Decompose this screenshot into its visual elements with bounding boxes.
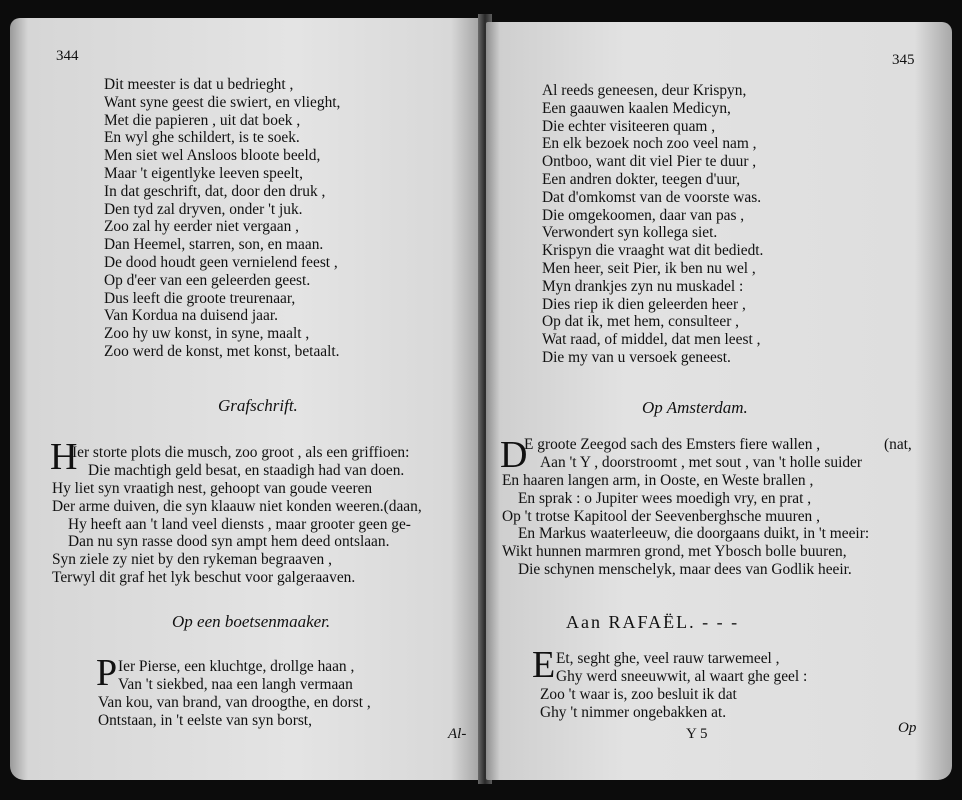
verse-line: Die echter visiteeren quam , [542,117,716,135]
verse-line: Myn drankjes zyn nu muskadel : [542,277,744,295]
verse-line: Men heer, seit Pier, ik ben nu wel , [542,259,756,277]
verse-line: Ghy 't nimmer ongebakken at. [540,703,727,721]
verse-line: Van kou, van brand, van droogthe, en dorst , [98,694,371,711]
verse-line: Een andren dokter, teegen d'uur, [542,170,741,188]
verse-line: Den tyd zal dryven, onder 't juk. [104,200,303,218]
verse-line: Terwyl dit graf het lyk beschut voor galgeraaven. [52,568,356,586]
verse-line: Die schynen menschelyk, maar dees van Godlik heeir. [518,560,852,578]
verse-line: Verwondert syn kollega siet. [542,224,718,242]
verse-line: Die omgekoomen, daar van pas , [542,206,745,224]
verse-line: Dit meester is dat u bedrieght , [104,76,294,93]
poem-stanza-left-3 [118,658,354,694]
verse-line: Zoo 't waar is, zoo besluit ik dat [540,686,737,703]
verse-line: Want syne geest die swiert, en vlieght, [104,93,341,111]
page-number-left: 344 [56,48,79,64]
verse-line: Wikt hunnen marmren grond, met Ybosch bolle buuren, [502,543,847,561]
drop-cap-h: H [50,436,78,478]
drop-cap-e: E [532,644,556,686]
verse-line: En haaren langen arm, in Ooste, en Weste brallen , [502,472,814,489]
verse-line: Der arme duiven, die syn klaauw niet konden weeren.(daan, [52,497,422,515]
drop-cap-p: P [96,652,118,694]
drop-cap-d: D [500,434,528,476]
verse-line: Syn ziele zy niet by den rykeman begraaven , [52,551,332,569]
verse-line: Maar 't eigentlyke leeven speelt, [104,164,303,182]
verse-line: E groote Zeegod sach des Emsters fiere wallen , [524,436,821,453]
verse-line: Die my van u versoek geneest. [542,348,731,366]
verse-line: Hy liet syn vraatigh nest, gehoopt van goude veeren [52,480,373,497]
verse-line: Met die papieren , uit dat boek , [104,111,301,129]
verse-line: Aan 't Y , doorstroomt , met sout , van 't holle suider [540,453,863,471]
verse-line: Wat raad, of middel, dat men leest , [542,331,761,349]
verse-line: Op dat ik, met hem, consulteer , [542,313,740,331]
verse-line: Et, seght ghe, veel rauw tarwemeel , [556,650,780,667]
verse-line: Van 't siekbed, naa een langh vermaan [118,675,353,693]
poem-stanza-right-2 [524,436,862,472]
verse-line: En sprak : o Jupiter wees moedigh vry, en prat , [518,489,812,507]
verse-line: Zoo zal hy eerder niet vergaan , [104,218,299,236]
poem-stanza-right-3b [540,686,737,722]
catchword-left: Al- [448,726,467,742]
verse-line: Dies riep ik dien geleerden heer , [542,295,746,313]
verse-line: Krispyn die vraaght wat dit bediedt. [542,242,764,260]
verse-line: Dat d'omkomst van de voorste was. [542,188,762,206]
verse-line: En elk bezoek noch zoo veel nam , [542,135,757,153]
verse-line: Ier Pierse, een kluchtge, drollge haan , [118,658,355,675]
verse-line: Van Kordua na duisend jaar. [104,307,278,325]
verse-line: Men siet wel Ansloos bloote beeld, [104,147,321,165]
signature-mark: Y 5 [686,726,708,742]
poem-stanza-left-2 [72,444,409,480]
poem-stanza-right-1 [542,82,763,367]
verse-line: Zoo hy uw konst, in syne, maalt , [104,325,310,343]
verse-line: En Markus waaterleeuw, die doorgaans duikt, in 't meeir: [518,525,870,543]
page-number-right: 345 [892,52,915,68]
verse-line: Dan Heemel, starren, son, en maan. [104,236,324,254]
poem-stanza-right-2b [502,472,869,579]
verse-line: Die machtigh geld besat, en staadigh had van doen. [88,461,405,479]
verse-line: Ghy werd sneeuwwit, al waart ghe geel : [556,667,808,685]
verse-line: Ier storte plots die musch, zoo groot , als een griffioen: [72,444,410,461]
verse-line: En wyl ghe schildert, is te soek. [104,129,300,147]
poem-stanza-left-1 [104,76,340,361]
catchword-right: Op [898,720,917,736]
left-page [10,18,484,780]
verse-line: Hy heeft aan 't land veel diensts , maar grooter geen ge- [68,515,411,533]
right-page [486,22,952,780]
verse-line: Op d'eer van een geleerden geest. [104,271,311,289]
verse-line: Een gaauwen kaalen Medicyn, [542,99,731,117]
verse-line: De dood houdt geen vernielend feest , [104,253,338,271]
verse-line: Dan nu syn rasse dood syn ampt hem deed ontslaan. [68,533,390,551]
heading-grafschrift: Grafschrift. [218,396,298,415]
heading-op-amsterdam: Op Amsterdam. [642,398,748,417]
verse-line: In dat geschrift, dat, door den druk , [104,182,326,200]
verse-line: Op 't trotse Kapitool der Seevenberghsche muuren , [502,507,820,525]
heading-aan-rafael: Aan RAFAËL. - - - [566,612,740,632]
overflow-word: (nat, [884,436,912,453]
verse-line: Al reeds geneesen, deur Krispyn, [542,82,747,99]
verse-line: Zoo werd de konst, met konst, betaalt. [104,342,340,360]
verse-line: Dus leeft die groote treurenaar, [104,289,296,307]
heading-boetsenmaaker: Op een boetsenmaaker. [172,612,331,631]
verse-line: Ontstaan, in 't eelste van syn borst, [98,711,312,729]
verse-line: Ontboo, want dit viel Pier te duur , [542,153,757,171]
poem-stanza-left-3b [98,694,371,730]
poem-stanza-right-3 [556,650,807,686]
poem-stanza-left-2b [52,480,422,587]
